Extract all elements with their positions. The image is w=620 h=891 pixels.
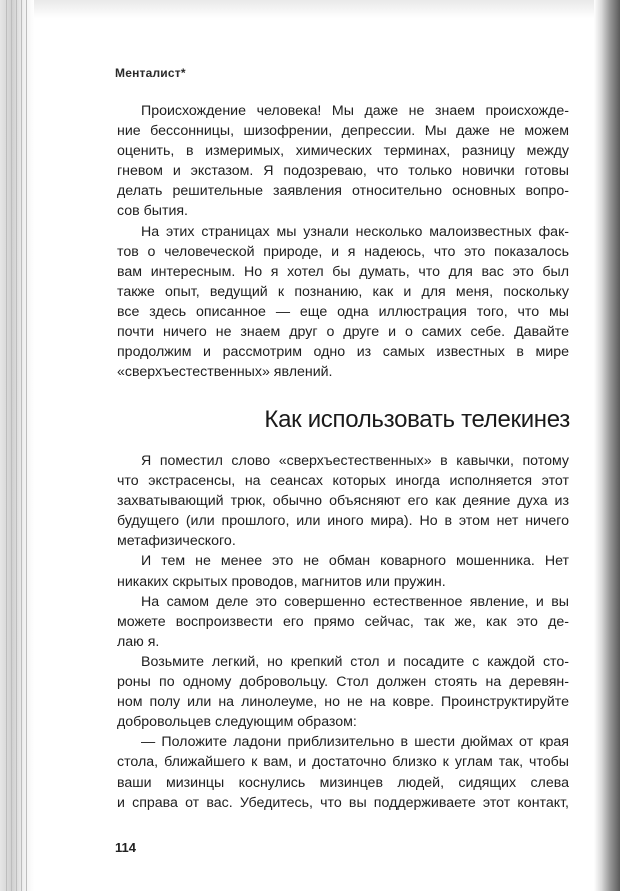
text-line: На этих страницах мы узнали несколько малоизвестных фак-	[141, 223, 569, 240]
text-line: можете воспроизвести его прямо сейчас, так же, как это де-	[117, 613, 569, 630]
page-stack-edge-left	[0, 0, 34, 891]
text-line: оценить, в измеримых, химических терминах, разницу между	[117, 143, 569, 160]
text-line: «сверхъестественных» явлений.	[117, 364, 333, 381]
text-line: И тем не менее это не обман коварного мошенника. Нет	[141, 553, 569, 570]
text-line: Возьмите легкий, но крепкий стол и посадите с каждой сто-	[141, 653, 569, 670]
text-line: ном полу или на линолеуме, но не на ковре. Проинструктируйте	[117, 694, 569, 711]
text-line: сов бытия.	[117, 203, 188, 220]
text-line: метафизического.	[117, 533, 236, 550]
book-page	[115, 60, 570, 870]
text-line: делать решительные заявления относительно основных вопро-	[117, 183, 569, 200]
body-text-block-1	[117, 101, 569, 382]
text-line: почти ничего не знаем друг о друге и о самих себе. Давайте	[117, 324, 569, 341]
page-number: 114	[115, 840, 136, 855]
text-line: продолжим и рассмотрим одно из самых известных в мире	[117, 344, 569, 361]
text-line: тов о человеческой природе, и я надеюсь, что это показалось	[117, 243, 569, 260]
text-line: — Положите ладони приблизительно в шести дюймах от края	[141, 734, 569, 751]
running-head: Менталист*	[115, 66, 186, 80]
book-binding-shadow-right	[594, 0, 620, 891]
text-line: добровольцев следующим образом:	[117, 714, 357, 731]
section-heading: Как использовать телекинез	[264, 406, 570, 433]
text-line: На самом деле это совершенно естественное явление, и вы	[141, 593, 569, 610]
text-line: гневом и экстазом. Я подозреваю, что только новички готовы	[117, 163, 569, 180]
text-line: стола, ближайшего к вам, и достаточно близко к углам так, чтобы	[117, 754, 569, 771]
text-line: вам интересным. Но я хотел бы думать, что для вас это был	[117, 263, 569, 280]
text-line: роны по одному добровольцу. Стол должен стоять на деревян-	[117, 674, 569, 691]
body-text-block-2	[117, 451, 569, 813]
text-line: ваши мизинцы коснулись мизинцев людей, сидящих слева	[117, 774, 569, 791]
text-line: ние бессонницы, шизофрении, депрессии. Мы даже не можем	[117, 123, 569, 140]
text-line: все здесь описанное — еще одна иллюстрация того, что мы	[117, 303, 569, 320]
scan-top-shadow	[0, 0, 620, 18]
text-line: что экстрасенсы, на сеансах которых иногда исполняется этот	[117, 473, 569, 490]
text-line: захватывающий трюк, обычно объясняют его как деяние духа из	[117, 493, 569, 510]
text-line: будущего (или прошлого, или иного мира). Но в этом нет ничего	[117, 513, 569, 530]
text-line: также опыт, ведущий к познанию, как и для меня, поскольку	[117, 283, 569, 300]
text-line: Я поместил слово «сверхъестественных» в кавычки, потому	[141, 453, 569, 469]
text-line: и справа от вас. Убедитесь, что вы поддерживаете этот контакт,	[117, 794, 569, 811]
text-line: Происхождение человека! Мы даже не знаем происхожде-	[141, 103, 569, 119]
text-line: никаких скрытых проводов, магнитов или пружин.	[117, 573, 446, 590]
text-line: лаю я.	[117, 633, 160, 650]
